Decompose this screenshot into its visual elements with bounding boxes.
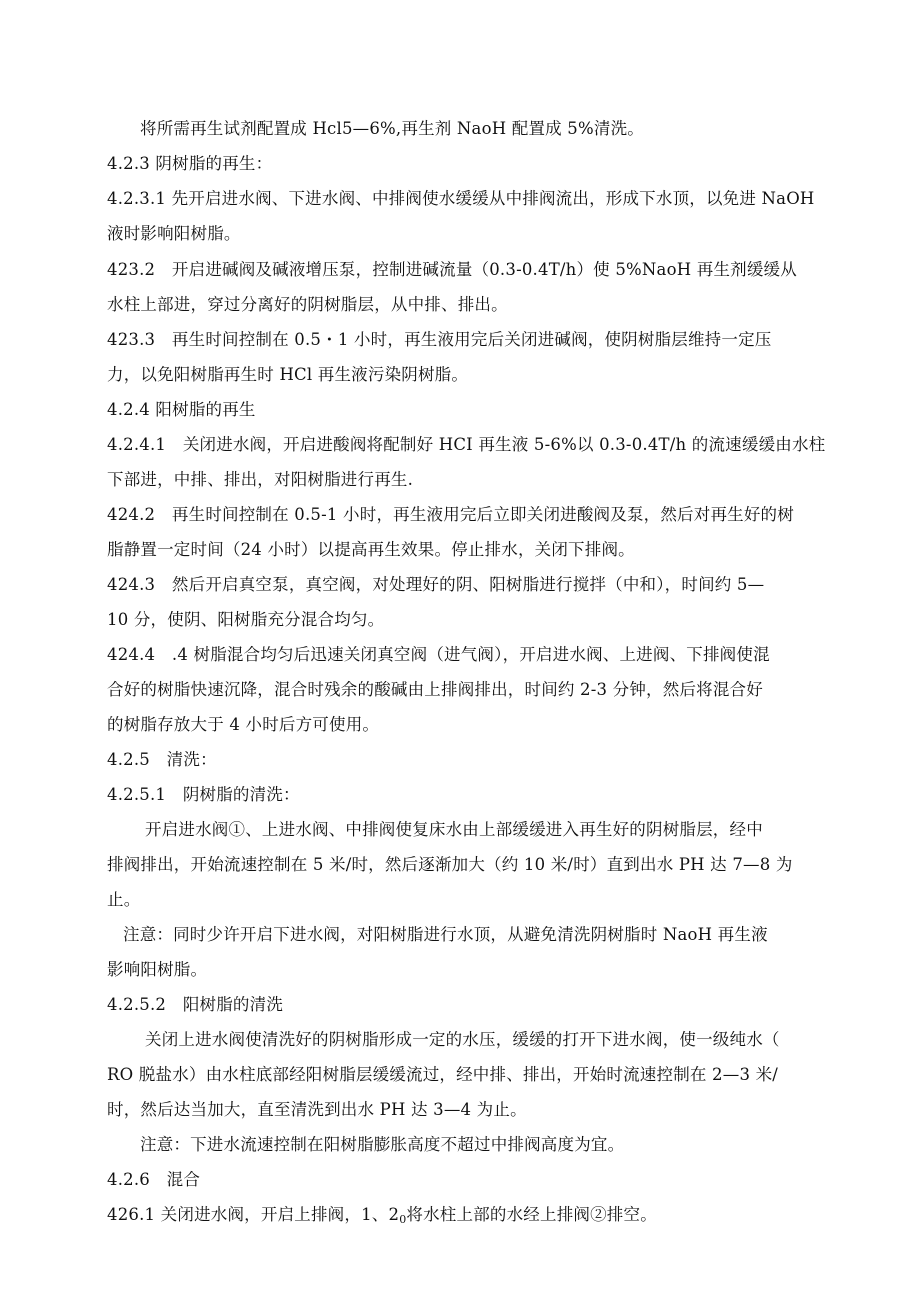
section-heading: 4.2.3 阴树脂的再生：	[107, 154, 273, 173]
text-line: 10 分，使阴、阳树脂充分混合均匀。	[107, 610, 385, 629]
note-line: 影响阳树脂。	[107, 960, 208, 979]
text-line: 开启进水阀①、上进水阀、中排阀使复床水由上部缓缓进入再生好的阴树脂层，经中	[145, 820, 763, 839]
text-line: 424.4 .4 树脂混合均匀后迅速关闭真空阀（进气阀），开启进水阀、上进阀、下排阀使混	[107, 645, 770, 664]
section-heading: 4.2.6 混合	[107, 1170, 201, 1189]
text-line: 排阀排出，开始流速控制在 5 米/时，然后逐渐加大（约 10 米/时）直到出水 PH 达 7—8 为	[107, 855, 793, 874]
note-line: 注意：下进水流速控制在阳树脂膨胀高度不超过中排阀高度为宜。	[140, 1135, 625, 1154]
text-line: 424.2 再生时间控制在 0.5-1 小时，再生液用完后立即关闭进酸阀及泵，然后对再生好的树	[107, 505, 794, 524]
text-line: 4.2.4.1 关闭进水阀，开启进酸阀将配制好 HCI 再生液 5-6%以 0.3-0.4T/h 的流速缓缓由水柱	[107, 435, 826, 454]
text-line	[107, 1204, 657, 1231]
section-heading: 4.2.5 清洗：	[107, 750, 217, 769]
text-line: 4.2.3.1 先开启进水阀、下进水阀、中排阀使水缓缓从中排阀流出，形成下水顶，以免进 NaOH	[107, 189, 815, 208]
text-line: 423.3 再生时间控制在 0.5・1 小时，再生液用完后关闭进碱阀，使阴树脂层维持一定压	[107, 330, 772, 349]
text-line: 下部进，中排、排出，对阳树脂进行再生.	[107, 470, 414, 489]
note-line: 注意：同时少许开启下进水阀，对阳树脂进行水顶，从避免清洗阴树脂时 NaoH 再生液	[123, 925, 768, 944]
text-line: 关闭上进水阀使清洗好的阴树脂形成一定的水压，缓缓的打开下进水阀，使一级纯水（	[145, 1030, 780, 1049]
text-line: 力，以免阳树脂再生时 HCl 再生液污染阴树脂。	[107, 365, 469, 384]
subscript: 0	[399, 1213, 407, 1226]
text-line: 424.3 然后开启真空泵，真空阀，对处理好的阴、阳树脂进行搅拌（中和），时间约 5—	[107, 575, 765, 594]
text-line: 水柱上部进，穿过分离好的阴树脂层，从中排、排出。	[107, 295, 508, 314]
section-heading: 4.2.5.2 阳树脂的清洗	[107, 995, 284, 1014]
section-heading: 4.2.5.1 阴树脂的清洗：	[107, 785, 300, 804]
text-segment: 将水柱上部的水经上排阀②排空。	[406, 1205, 657, 1224]
text-segment: 426.1 关闭进水阀，开启上排阀，1、2	[107, 1205, 400, 1224]
text-line: RO 脱盐水）由水柱底部经阳树脂层缓缓流过，经中排、排出，开始时流速控制在 2—3 米/	[107, 1065, 779, 1084]
text-line: 时，然后达当加大，直至清洗到出水 PH 达 3—4 为止。	[107, 1100, 527, 1119]
text-line: 的树脂存放大于 4 小时后方可使用。	[107, 715, 380, 734]
text-line: 液时影响阳树脂。	[107, 224, 241, 243]
text-line: 合好的树脂快速沉降，混合时残余的酸碱由上排阀排出，时间约 2-3 分钟，然后将混合好	[107, 680, 763, 699]
text-line: 423.2 开启进碱阀及碱液增压泵，控制进碱流量（0.3-0.4T/h）使 5%NaoH 再生剂缓缓从	[107, 260, 797, 279]
text-line: 脂静置一定时间（24 小时）以提高再生效果。停止排水，关闭下排阀。	[107, 540, 635, 559]
section-heading: 4.2.4 阳树脂的再生	[107, 400, 256, 419]
text-line: 止。	[107, 890, 141, 909]
text-line: 将所需再生试剂配置成 Hcl5—6%,再生剂 NaoH 配置成 5%清洗。	[140, 119, 644, 138]
